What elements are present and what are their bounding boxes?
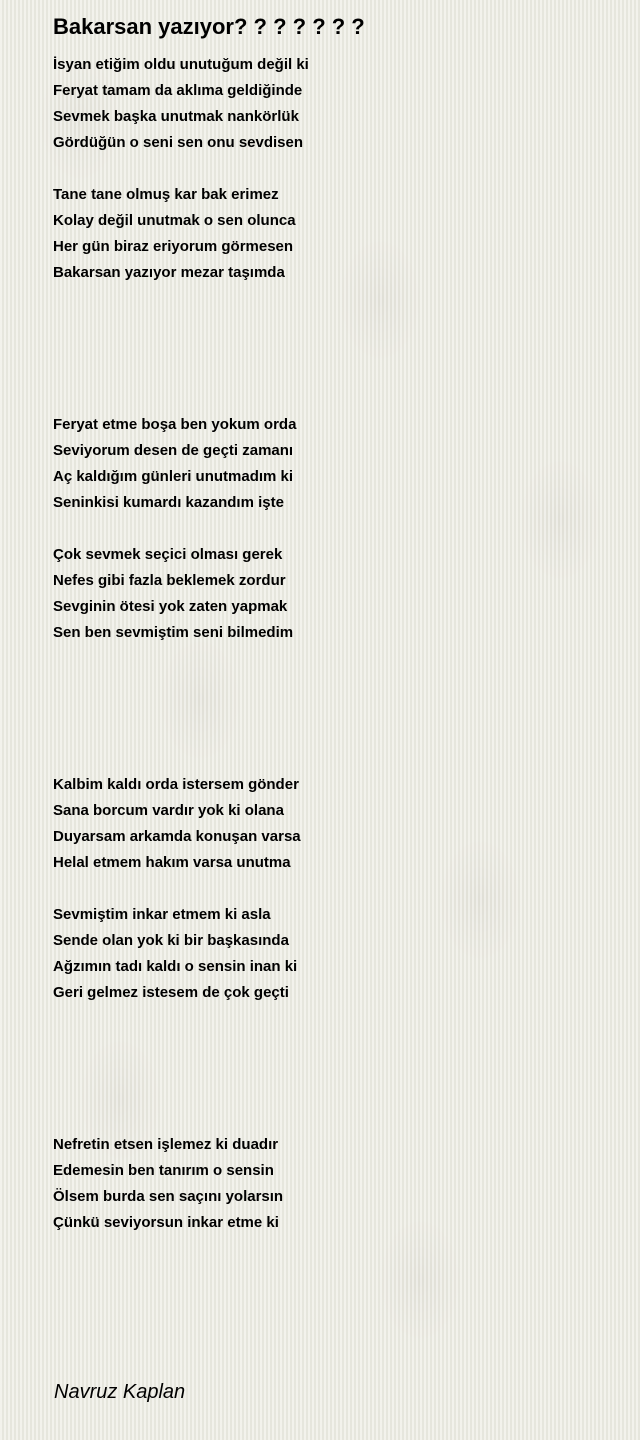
poem-line: Gördüğün o seni sen onu sevdisen xyxy=(53,134,304,151)
stanza xyxy=(53,542,613,646)
poem-line: Çok sevmek seçici olması gerek xyxy=(53,546,283,563)
poem-section xyxy=(53,412,613,646)
poem-line: Bakarsan yazıyor mezar taşımda xyxy=(53,264,285,281)
poem-title: Bakarsan yazıyor? ? ? ? ? ? ? xyxy=(53,14,365,39)
poem-line: Edemesin ben tanırım o sensin xyxy=(53,1162,274,1179)
poem-body xyxy=(53,52,613,1236)
stanza-spacer xyxy=(53,156,613,182)
poem-line: Sen ben sevmiştim seni bilmedim xyxy=(53,624,294,641)
poem-line: Seviyorum desen de geçti zamanı xyxy=(53,442,294,459)
poem-line: Sana borcum vardır yok ki olana xyxy=(53,802,284,819)
poem-line: Aç kaldığım günleri unutmadım ki xyxy=(53,468,294,485)
poem-line: Feryat etme boşa ben yokum orda xyxy=(53,416,297,433)
stanza xyxy=(53,182,613,286)
poem-line: Geri gelmez istesem de çok geçti xyxy=(53,984,289,1001)
poem-line: İsyan etiğim oldu unutuğum değil ki xyxy=(53,56,309,73)
poem-section xyxy=(53,772,613,1006)
poem-line: Her gün biraz eriyorum görmesen xyxy=(53,238,294,255)
poem-line: Kolay değil unutmak o sen olunca xyxy=(53,212,296,229)
poem-line: Ağzımın tadı kaldı o sensin inan ki xyxy=(53,958,298,975)
stanza xyxy=(53,412,613,516)
stanza xyxy=(53,902,613,1006)
poem-line: Sevmek başka unutmak nankörlük xyxy=(53,108,299,125)
poem-line: Nefretin etsen işlemez ki duadır xyxy=(53,1136,279,1153)
poem-section xyxy=(53,52,613,286)
stanza-spacer xyxy=(53,516,613,542)
poem-line: Sevmiştim inkar etmem ki asla xyxy=(53,906,271,923)
poem-line: Nefes gibi fazla beklemek zordur xyxy=(53,572,286,589)
section-spacer xyxy=(53,1006,613,1132)
poem-line: Kalbim kaldı orda istersem gönder xyxy=(53,776,299,793)
poem-line: Seninkisi kumardı kazandım işte xyxy=(53,494,284,511)
poem-line: Çünkü seviyorsun inkar etme ki xyxy=(53,1214,279,1231)
stanza xyxy=(53,52,613,156)
stanza-spacer xyxy=(53,876,613,902)
stanza xyxy=(53,772,613,876)
section-spacer xyxy=(53,286,613,412)
section-spacer xyxy=(53,646,613,772)
poem-line: Sevginin ötesi yok zaten yapmak xyxy=(53,598,288,615)
poem-line: Helal etmem hakım varsa unutma xyxy=(53,854,291,871)
author-name: Navruz Kaplan xyxy=(54,1381,186,1403)
poem-line: Ölsem burda sen saçını yolarsın xyxy=(53,1188,284,1205)
poem-section xyxy=(53,1132,613,1236)
poem-line: Duyarsam arkamda konuşan varsa xyxy=(53,828,301,845)
poem-line: Sende olan yok ki bir başkasında xyxy=(53,932,289,949)
stanza xyxy=(53,1132,613,1236)
poem-line: Tane tane olmuş kar bak erimez xyxy=(53,186,279,203)
poem-line: Feryat tamam da aklıma geldiğinde xyxy=(53,82,303,99)
